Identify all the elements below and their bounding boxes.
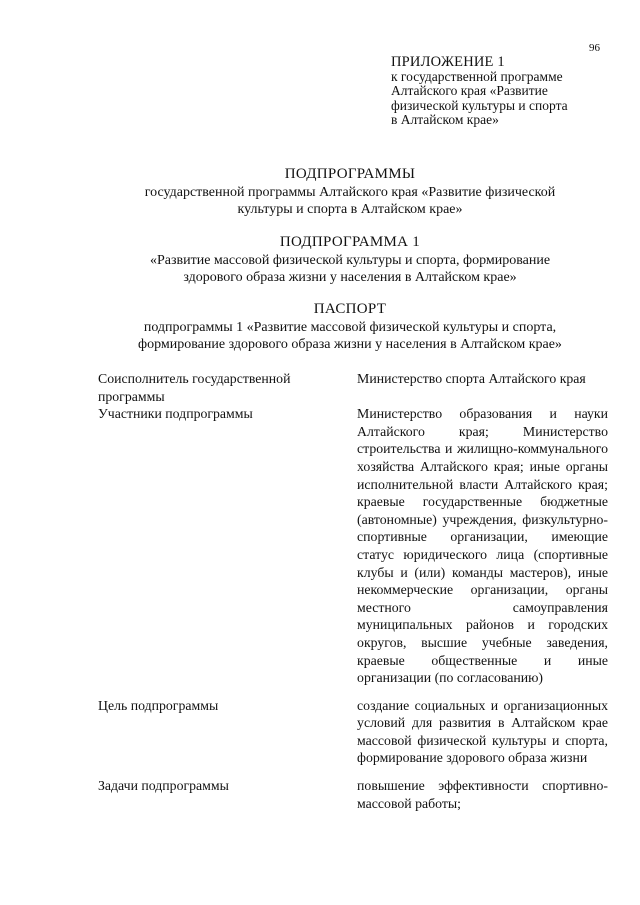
appendix-line: к государственной программе <box>391 68 563 84</box>
subprogram1-line: «Развитие массовой физической культуры и спорта, формирование <box>149 252 551 268</box>
appendix-block <box>391 55 621 128</box>
row-label-coexecutor: Соисполнитель государственной программы <box>98 371 291 404</box>
subprogram1-title: ПОДПРОГРАММА 1 <box>279 234 421 250</box>
passport-heading-block <box>60 301 640 354</box>
passport-title: ПАСПОРТ <box>313 301 387 317</box>
subprograms-line: культуры и спорта в Алтайском крае» <box>237 202 463 217</box>
subprograms-title: ПОДПРОГРАММЫ <box>284 166 416 182</box>
subprograms-line: государственной программы Алтайского края «Развитие физической <box>144 184 556 200</box>
row-label-participants: Участники подпрограммы <box>98 406 253 422</box>
row-label-tasks: Задачи подпрограммы <box>98 778 229 794</box>
appendix-line: физической культуры и спорта <box>391 97 568 113</box>
subprogram1-line: здорового образа жизни у населения в Алтайском крае» <box>183 270 517 285</box>
row-value-coexecutor: Министерство спорта Алтайского края <box>357 371 586 386</box>
row-label-goal: Цель подпрограммы <box>98 697 219 713</box>
passport-table <box>98 370 608 812</box>
page-number: 96 <box>589 42 600 54</box>
passport-line: подпрограммы 1 «Развитие массовой физической культуры и спорта, <box>143 319 557 335</box>
table-row <box>98 405 608 697</box>
row-value-goal: создание социальных и организационных условий для развития в Алтайском крае массовой физической культуры и спорта, формирование здорового образа жизни <box>357 697 608 766</box>
row-value-tasks: повышение эффективности спортивно-массовой работы; <box>357 778 608 811</box>
table-row <box>98 777 608 812</box>
appendix-line: Алтайского края «Развитие <box>391 83 548 99</box>
appendix-heading: ПРИЛОЖЕНИЕ 1 <box>391 54 505 70</box>
row-value-participants: Министерство образования и науки Алтайского края; Министерство строительства и жилищно-коммунального хозяйства Алтайского края; иные органы исполнительной власти Алтайского края; краевые государственные бюджетные (автономные) учреждения, физкультурно-спортивные организации, имеющие статус юридического лица (спортивные клубы и (или) команды мастеров), иные некоммерческие организации, органы местного самоуправления муниципальных районов и городских округов, высшие учебные заведения, краевые общественные и иные организации (по согласованию) <box>357 406 608 686</box>
table-row <box>98 370 608 405</box>
subprogram1-heading-block <box>60 234 640 287</box>
subprograms-heading-block <box>60 166 640 219</box>
passport-line: формирование здорового образа жизни у населения в Алтайском крае» <box>138 337 562 352</box>
table-row <box>98 697 608 777</box>
appendix-line: в Алтайском крае» <box>391 112 499 128</box>
